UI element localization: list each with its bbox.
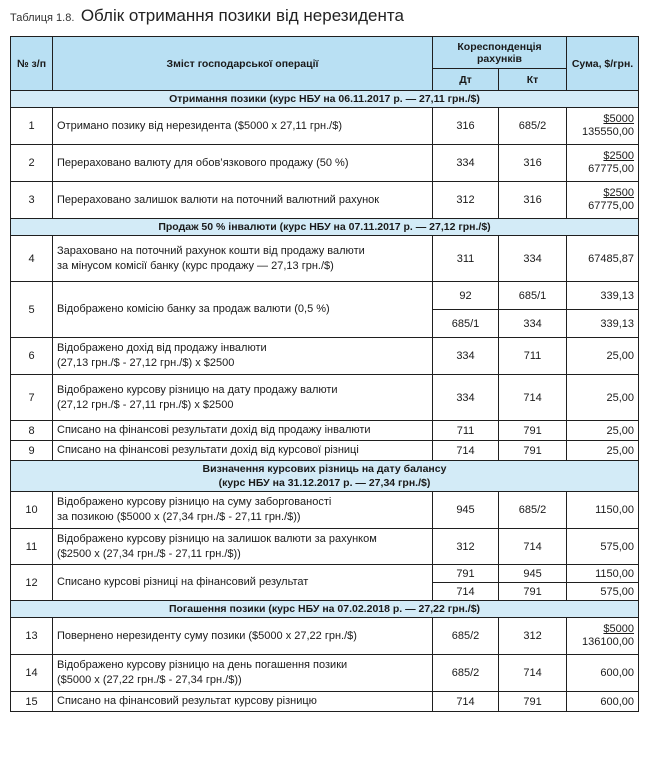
amount-cell	[567, 618, 639, 655]
amount-cell: 600,00	[567, 692, 639, 712]
section-title-line: (курс НБУ на 31.12.2017 р. — 27,34 грн./$)	[218, 477, 431, 489]
table-row	[11, 692, 639, 712]
description-line: Перераховано залишок валюти на поточний валютний рахунок	[57, 193, 380, 206]
section-title-line: Визначення курсових різниць на дату балансу	[202, 463, 447, 475]
description-line: за мінусом комісії банку (курс продажу — 27,13 грн./$)	[57, 259, 334, 272]
debit-account: 714	[433, 441, 499, 461]
header-number: № з/п	[11, 37, 53, 91]
currency-amount	[588, 150, 634, 176]
amount-cell: 575,00	[567, 583, 639, 601]
description-line: Відображено курсову різницю на день погашення позики	[57, 659, 348, 671]
row-description	[53, 108, 433, 145]
currency-amount	[582, 113, 634, 139]
currency-amount	[588, 187, 634, 213]
description-line: Списано на фінансові результати дохід від продажу інвалюти	[57, 424, 371, 436]
section-header-row	[11, 461, 639, 492]
credit-account: 791	[499, 441, 567, 461]
amount-uah: 136100,00	[582, 636, 635, 648]
debit-account: 311	[433, 236, 499, 282]
row-number: 12	[11, 565, 53, 601]
description-line: Відображено курсову різницю на суму заборгованості	[57, 496, 332, 508]
description-line: Отримано позику від нерезидента ($5000 х 27,11 грн./$)	[57, 119, 342, 132]
row-number: 15	[11, 692, 53, 712]
operations-table	[10, 36, 639, 712]
header-credit: Кт	[499, 69, 567, 91]
description-line: Списано на фінансові результати дохід від курсової різниці	[57, 444, 359, 456]
debit-account: 685/2	[433, 618, 499, 655]
credit-account: 312	[499, 618, 567, 655]
amount-cell: 1150,00	[567, 492, 639, 529]
credit-account: 714	[499, 375, 567, 421]
row-description	[53, 655, 433, 692]
header-debit: Дт	[433, 69, 499, 91]
section-title-line: Продаж 50 % інвалюти (курс НБУ на 07.11.2017 р. — 27,12 грн./$)	[158, 221, 491, 233]
debit-account: 685/1	[433, 310, 499, 338]
table-row	[11, 338, 639, 375]
row-description	[53, 182, 433, 219]
row-number: 11	[11, 529, 53, 565]
table-row	[11, 282, 639, 310]
debit-account: 791	[433, 565, 499, 583]
row-description	[53, 421, 433, 441]
debit-account: 92	[433, 282, 499, 310]
credit-account: 714	[499, 529, 567, 565]
row-description	[53, 236, 433, 282]
credit-account: 685/2	[499, 108, 567, 145]
row-number: 1	[11, 108, 53, 145]
table-row	[11, 618, 639, 655]
description-line: (27,13 грн./$ - 27,12 грн./$) х $2500	[57, 357, 235, 369]
row-description	[53, 282, 433, 338]
amount-usd: $5000	[603, 623, 635, 635]
section-title	[11, 219, 639, 236]
description-line: Повернено нерезиденту суму позики ($5000 х 27,22 грн./$)	[57, 629, 357, 642]
row-number: 2	[11, 145, 53, 182]
debit-account: 945	[433, 492, 499, 529]
debit-account: 714	[433, 583, 499, 601]
row-description	[53, 492, 433, 529]
row-description	[53, 529, 433, 565]
amount-cell: 1150,00	[567, 565, 639, 583]
credit-account: 791	[499, 583, 567, 601]
amount-usd: $5000	[603, 113, 635, 125]
description-line: Списано курсові різниці на фінансовий результат	[57, 576, 309, 588]
debit-account: 334	[433, 375, 499, 421]
row-number: 8	[11, 421, 53, 441]
amount-cell: 25,00	[567, 375, 639, 421]
table-caption	[10, 6, 404, 26]
description-line: Списано на фінансовий результат курсову різницю	[57, 695, 317, 707]
table-row	[11, 145, 639, 182]
amount-uah: 67775,00	[588, 200, 635, 212]
table-title: Облік отримання позики від нерезидента	[80, 6, 404, 25]
table-row	[11, 421, 639, 441]
amount-usd: $2500	[603, 187, 635, 199]
currency-amount	[582, 623, 634, 649]
amount-cell: 25,00	[567, 338, 639, 375]
credit-account: 791	[499, 692, 567, 712]
row-description	[53, 565, 433, 601]
table-row	[11, 182, 639, 219]
amount-usd: $2500	[603, 150, 635, 162]
section-title	[11, 91, 639, 108]
table-row	[11, 529, 639, 565]
header-sum: Сума, $/грн.	[567, 37, 639, 91]
section-header-row	[11, 601, 639, 618]
amount-cell: 600,00	[567, 655, 639, 692]
header-correspondence: Кореспонденція рахунків	[433, 37, 567, 69]
debit-account: 334	[433, 338, 499, 375]
row-number: 9	[11, 441, 53, 461]
description-line: Відображено курсову різницю на залишок валюти за рахунком	[57, 532, 377, 545]
debit-account: 334	[433, 145, 499, 182]
amount-cell: 25,00	[567, 441, 639, 461]
row-number: 7	[11, 375, 53, 421]
description-line: (27,12 грн./$ - 27,11 грн./$) х $2500	[57, 398, 234, 411]
row-number: 13	[11, 618, 53, 655]
row-description	[53, 618, 433, 655]
credit-account: 791	[499, 421, 567, 441]
amount-cell: 339,13	[567, 310, 639, 338]
credit-account: 685/1	[499, 282, 567, 310]
amount-uah: 67775,00	[588, 163, 635, 175]
description-line: за позикою ($5000 х (27,34 грн./$ - 27,11 грн./$))	[57, 511, 301, 523]
description-line: Відображено комісію банку за продаж валюти (0,5 %)	[57, 303, 330, 315]
credit-account: 316	[499, 182, 567, 219]
description-line: Відображено курсову різницю на дату продажу валюти	[57, 383, 338, 396]
credit-account: 316	[499, 145, 567, 182]
row-number: 4	[11, 236, 53, 282]
credit-account: 334	[499, 236, 567, 282]
credit-account: 711	[499, 338, 567, 375]
debit-account: 685/2	[433, 655, 499, 692]
credit-account: 945	[499, 565, 567, 583]
amount-cell: 67485,87	[567, 236, 639, 282]
row-description	[53, 375, 433, 421]
section-title	[11, 601, 639, 618]
table-row	[11, 565, 639, 583]
debit-account: 711	[433, 421, 499, 441]
amount-cell	[567, 108, 639, 145]
amount-cell: 575,00	[567, 529, 639, 565]
header-content: Зміст господарської операції	[53, 37, 433, 91]
row-description	[53, 338, 433, 375]
description-line: Відображено дохід від продажу інвалюти	[57, 342, 267, 354]
description-line: ($5000 х (27,22 грн./$ - 27,34 грн./$))	[57, 674, 242, 686]
row-number: 5	[11, 282, 53, 338]
table-number: Таблиця 1.8.	[10, 12, 75, 24]
row-description	[53, 441, 433, 461]
credit-account: 685/2	[499, 492, 567, 529]
description-line: Зараховано на поточний рахунок кошти від продажу валюти	[57, 244, 365, 257]
amount-cell: 25,00	[567, 421, 639, 441]
amount-cell: 339,13	[567, 282, 639, 310]
row-number: 6	[11, 338, 53, 375]
table-row	[11, 492, 639, 529]
row-number: 10	[11, 492, 53, 529]
section-header-row	[11, 91, 639, 108]
description-line: ($2500 х (27,34 грн./$ - 27,11 грн./$))	[57, 547, 241, 560]
description-line: Перераховано валюту для обов’язкового продажу (50 %)	[57, 156, 349, 169]
amount-cell	[567, 182, 639, 219]
row-description	[53, 692, 433, 712]
section-header-row	[11, 219, 639, 236]
amount-cell	[567, 145, 639, 182]
debit-account: 714	[433, 692, 499, 712]
section-title-line: Погашення позики (курс НБУ на 07.02.2018 р. — 27,22 грн./$)	[168, 603, 481, 615]
amount-uah: 135550,00	[582, 126, 635, 138]
table-row	[11, 236, 639, 282]
row-number: 14	[11, 655, 53, 692]
section-title	[11, 461, 639, 492]
table-row	[11, 441, 639, 461]
row-number: 3	[11, 182, 53, 219]
credit-account: 334	[499, 310, 567, 338]
table-row	[11, 655, 639, 692]
debit-account: 312	[433, 529, 499, 565]
section-title-line: Отримання позики (курс НБУ на 06.11.2017 р. — 27,11 грн./$)	[169, 93, 480, 105]
debit-account: 312	[433, 182, 499, 219]
table-body	[11, 91, 639, 712]
row-description	[53, 145, 433, 182]
credit-account: 714	[499, 655, 567, 692]
table-row	[11, 108, 639, 145]
debit-account: 316	[433, 108, 499, 145]
table-row	[11, 375, 639, 421]
